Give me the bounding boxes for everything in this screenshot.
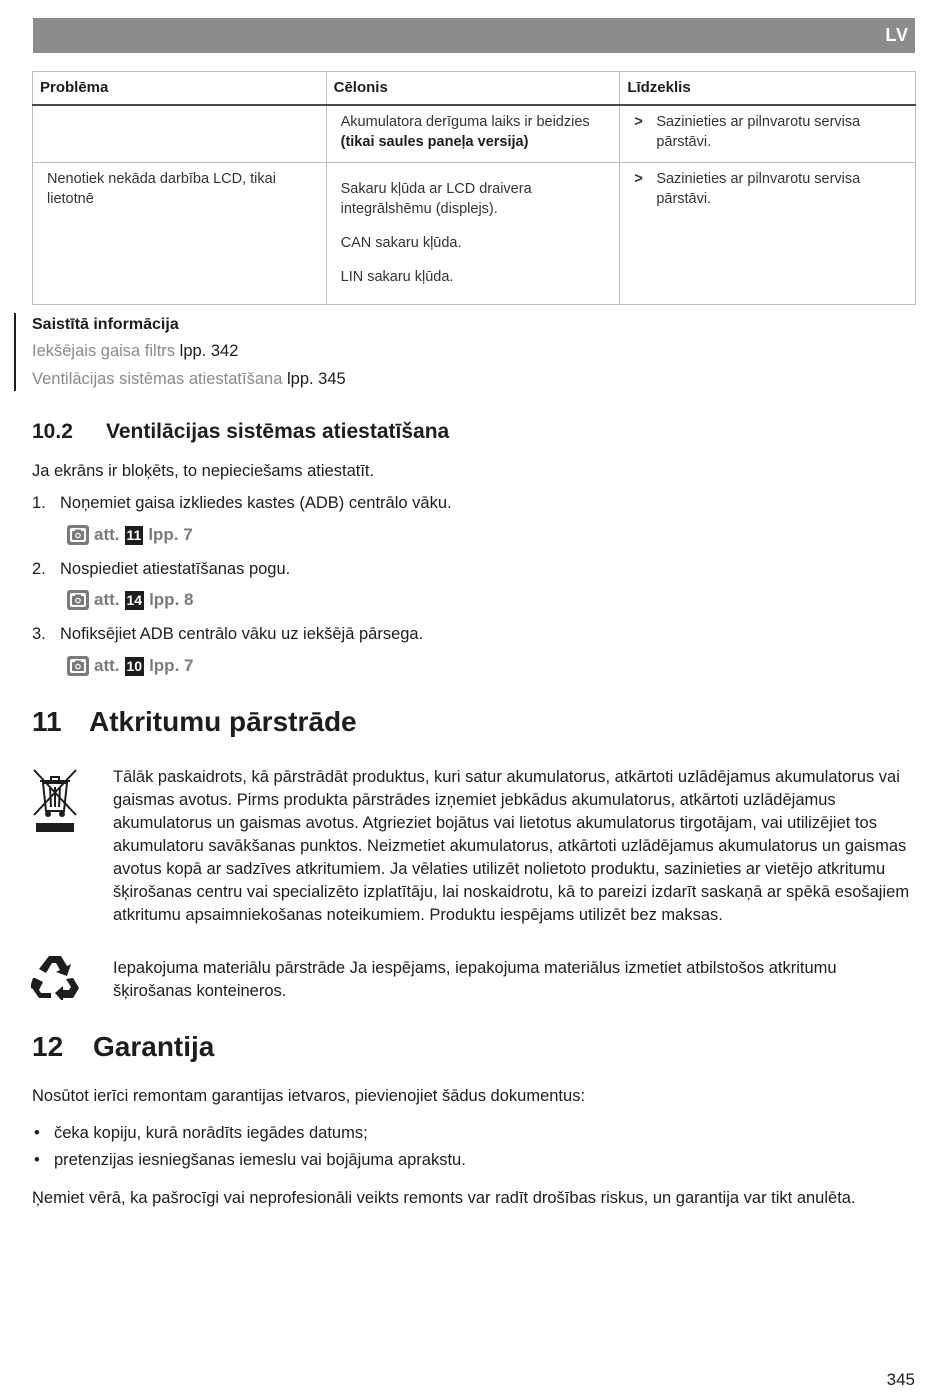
figure-reference[interactable]	[67, 525, 193, 545]
step-text: Nospiediet atiestatīšanas pogu.	[60, 560, 291, 578]
section-title: Garantija	[93, 1031, 215, 1062]
column-header-problem: Problēma	[33, 72, 327, 106]
section-title: Atkritumu pārstrāde	[89, 706, 357, 737]
section-number: 10.2	[32, 420, 73, 443]
crossed-bin-icon	[31, 767, 79, 835]
remedy-text: Sazinieties ar pilnvarotu servisa pārstāvi.	[656, 114, 861, 150]
section-number: 12	[32, 1031, 64, 1062]
language-code: LV	[885, 25, 909, 45]
figure-page: lpp. 7	[148, 525, 193, 544]
step-item	[32, 492, 452, 514]
column-header-remedy: Līdzeklis	[620, 72, 916, 106]
section-heading-10-2	[32, 420, 449, 444]
cause-text: LIN sakaru kļūda.	[340, 269, 454, 285]
figure-number: 14	[126, 591, 143, 608]
step-number: 1.	[32, 494, 46, 512]
section-number: 11	[32, 706, 62, 737]
figure-page: lpp. 8	[149, 590, 194, 609]
step-text: Noņemiet gaisa izkliedes kastes (ADB) centrālo vāku.	[60, 494, 452, 512]
problem-cell	[33, 105, 327, 163]
step-text: Nofiksējiet ADB centrālo vāku uz iekšējā pārsega.	[60, 625, 424, 643]
related-link-text[interactable]: Iekšējais gaisa filtrs	[32, 342, 176, 360]
figure-number: 11	[126, 526, 142, 543]
related-link[interactable]	[32, 337, 632, 365]
related-link-text[interactable]: Ventilācijas sistēmas atiestatīšana	[32, 370, 283, 388]
section-heading-12	[32, 1031, 214, 1063]
step-number: 2.	[32, 560, 46, 578]
related-info-bar	[14, 313, 16, 391]
remedy-cell	[620, 163, 916, 305]
document-list	[32, 1120, 466, 1174]
list-item: • čeka kopiju, kurā norādīts iegādes datums;	[32, 1120, 466, 1147]
section-title: Ventilācijas sistēmas atiestatīšana	[106, 420, 450, 443]
remedy-cell	[620, 105, 916, 163]
recycle-icon	[31, 952, 79, 1000]
warranty-intro: Nosūtot ierīci remontam garantijas ietvaros, pievienojiet šādus dokumentus:	[32, 1087, 586, 1105]
figure-reference[interactable]	[67, 656, 193, 676]
cause-text: Akumulatora derīguma laiks ir beidzies	[340, 114, 590, 130]
figure-page: lpp. 7	[149, 656, 194, 675]
step-item	[32, 623, 423, 645]
remedy-text: Sazinieties ar pilnvarotu servisa pārstāvi.	[656, 171, 861, 207]
packaging-text: Iepakojuma materiālu pārstrāde Ja iespējams, iepakojuma materiālus izmetiet atbilstošos atkritumu šķirošanas konteineros.	[113, 959, 837, 1000]
camera-icon	[67, 590, 89, 610]
warranty-note: Ņemiet vērā, ka pašrocīgi vai neprofesionāli veikts remonts var radīt drošības riskus, un garantija var tikt anulēta.	[32, 1189, 856, 1207]
cause-text: CAN sakaru kļūda.	[340, 235, 462, 251]
related-link[interactable]	[32, 365, 632, 393]
figure-label: att.	[94, 525, 120, 544]
arrow-icon: >	[634, 171, 643, 187]
step-item	[32, 558, 290, 580]
page-number: 345	[886, 1370, 915, 1389]
table-row	[33, 163, 916, 305]
camera-icon	[67, 525, 89, 545]
related-link-page: lpp. 345	[286, 370, 346, 388]
table-row	[33, 105, 916, 163]
cause-note: (tikai saules paneļa versija)	[340, 134, 529, 150]
figure-number: 10	[126, 657, 143, 674]
camera-icon	[67, 656, 89, 676]
cause-cell	[326, 163, 620, 305]
cause-cell	[326, 105, 620, 163]
language-header-bar	[33, 18, 915, 53]
cause-text: Sakaru kļūda ar LCD draivera integrālshēmu (displejs).	[340, 181, 532, 217]
arrow-icon: >	[634, 114, 643, 130]
figure-reference[interactable]	[67, 590, 193, 610]
section-intro: Ja ekrāns ir bloķēts, to nepieciešams atiestatīt.	[32, 462, 375, 480]
problem-text: Nenotiek nekāda darbība LCD, tikai lietotnē	[47, 171, 276, 207]
column-header-cause: Cēlonis	[326, 72, 620, 106]
step-number: 3.	[32, 625, 46, 643]
figure-label: att.	[94, 656, 120, 675]
table-header-row	[33, 72, 916, 106]
section-heading-11	[32, 706, 357, 738]
figure-label: att.	[94, 590, 120, 609]
related-link-page: lpp. 342	[179, 342, 239, 360]
troubleshooting-table	[32, 71, 916, 305]
list-item: • pretenzijas iesniegšanas iemeslu vai bojājuma aprakstu.	[32, 1147, 466, 1174]
related-info	[32, 313, 632, 393]
related-info-title: Saistītā informācija	[32, 316, 179, 333]
problem-cell	[33, 163, 327, 305]
disposal-text: Tālāk paskaidrots, kā pārstrādāt produktus, kuri satur akumulatorus, atkārtoti uzlādējamus akumulatorus vai gaismas avotus. Pirms produkta pārstrādes izņemiet jebkādus akumulatorus, atkārtoti uzlādējamus akumulatorus un gaismas avotus. Atgrieziet bojātus vai lietotus akumulatorus tirgotājam, vai utilizējiet tos akumulatoru savākšanas punktos. Neizmetiet akumulatorus, atkārtoti uzlādējamus akumulatorus un gaismas avotus kopā ar sadzīves atkritumiem. Ja vēlaties utilizēt nolietoto produktu, sazinieties ar vietējo atkritumu šķirošanas centru vai specializēto izplatītāju, lai noskaidrotu, kā to pareizi izdarīt saskaņā ar spēkā esošajiem atkritumu apsaimniekošanas noteikumiem. Produktu iespējams utilizēt bez maksas.	[113, 768, 910, 924]
